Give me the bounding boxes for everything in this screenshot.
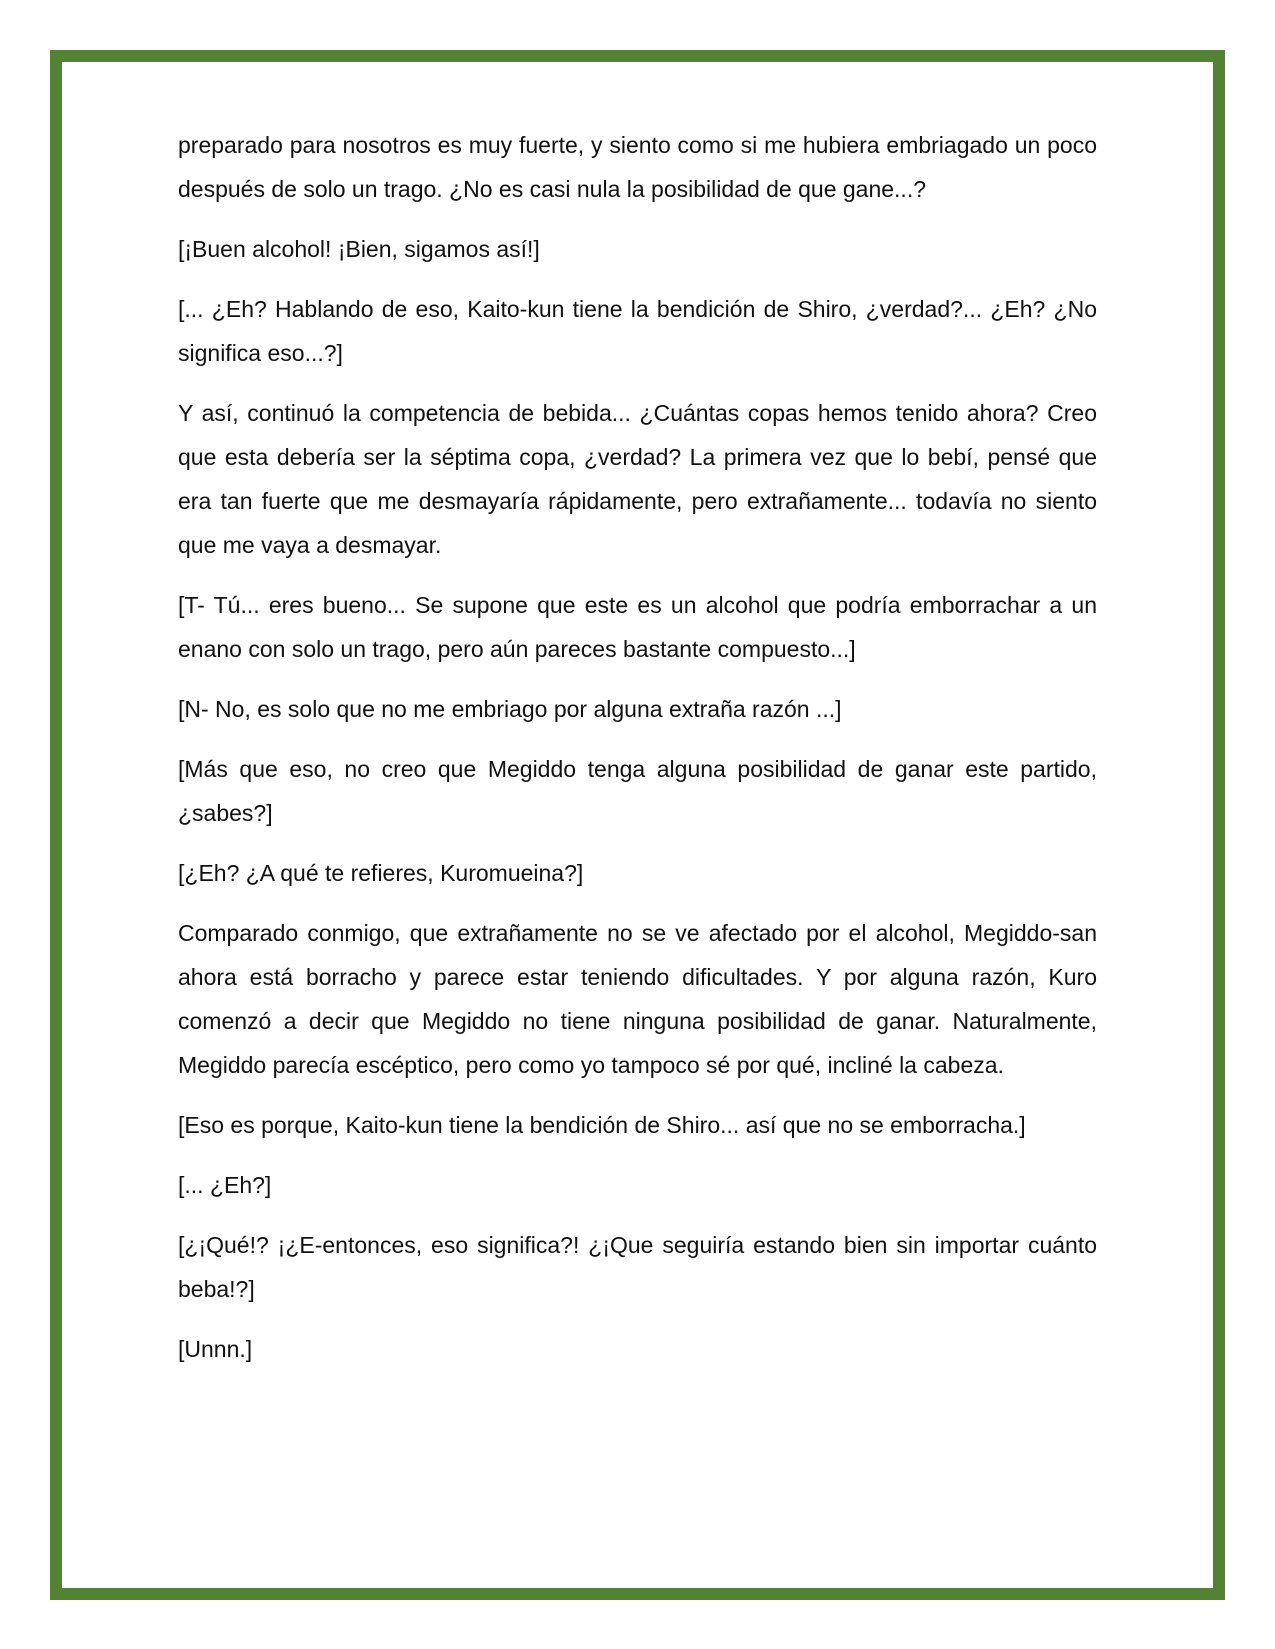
paragraph: [T- Tú... eres bueno... Se supone que este es un alcohol que podría emborrachar a un enano con solo un trago, pero aún pareces bastante compuesto...]: [178, 592, 1097, 662]
paragraph: [... ¿Eh?]: [178, 1172, 272, 1198]
paragraph: Comparado conmigo, que extrañamente no se ve afectado por el alcohol, Megiddo-san ahora está borracho y parece estar teniendo dificultades. Y por alguna razón, Kuro comenzó a decir que Megiddo no tiene ninguna posibilidad de ganar. Naturalmente, Megiddo parecía escéptico, pero como yo tampoco sé por qué, incliné la cabeza.: [178, 920, 1097, 1078]
paragraph: [Eso es porque, Kaito-kun tiene la bendición de Shiro... así que no se emborracha.]: [178, 1112, 1026, 1138]
paragraph: [¡Buen alcohol! ¡Bien, sigamos así!]: [178, 236, 540, 262]
paragraph: preparado para nosotros es muy fuerte, y siento como si me hubiera embriagado un poco después de solo un trago. ¿No es casi nula la posibilidad de que gane...?: [178, 132, 1097, 202]
paragraph: [Más que eso, no creo que Megiddo tenga alguna posibilidad de ganar este partido, ¿sabes?]: [178, 756, 1097, 826]
document-body: [178, 123, 1097, 1387]
paragraph: [¿¡Qué!? ¡¿E-entonces, eso significa?! ¿¡Que seguiría estando bien sin importar cuánto beba!?]: [178, 1232, 1097, 1302]
paragraph: Y así, continuó la competencia de bebida... ¿Cuántas copas hemos tenido ahora? Creo que esta debería ser la séptima copa, ¿verdad? La primera vez que lo bebí, pensé que era tan fuerte que me desmayaría rápidamente, pero extrañamente... todavía no siento que me vaya a desmayar.: [178, 400, 1097, 558]
paragraph: [¿Eh? ¿A qué te refieres, Kuromueina?]: [178, 860, 584, 886]
paragraph: [N- No, es solo que no me embriago por alguna extraña razón ...]: [178, 696, 842, 722]
paragraph: [Unnn.]: [178, 1336, 253, 1362]
paragraph: [... ¿Eh? Hablando de eso, Kaito-kun tiene la bendición de Shiro, ¿verdad?... ¿Eh? ¿No significa eso...?]: [178, 296, 1097, 366]
